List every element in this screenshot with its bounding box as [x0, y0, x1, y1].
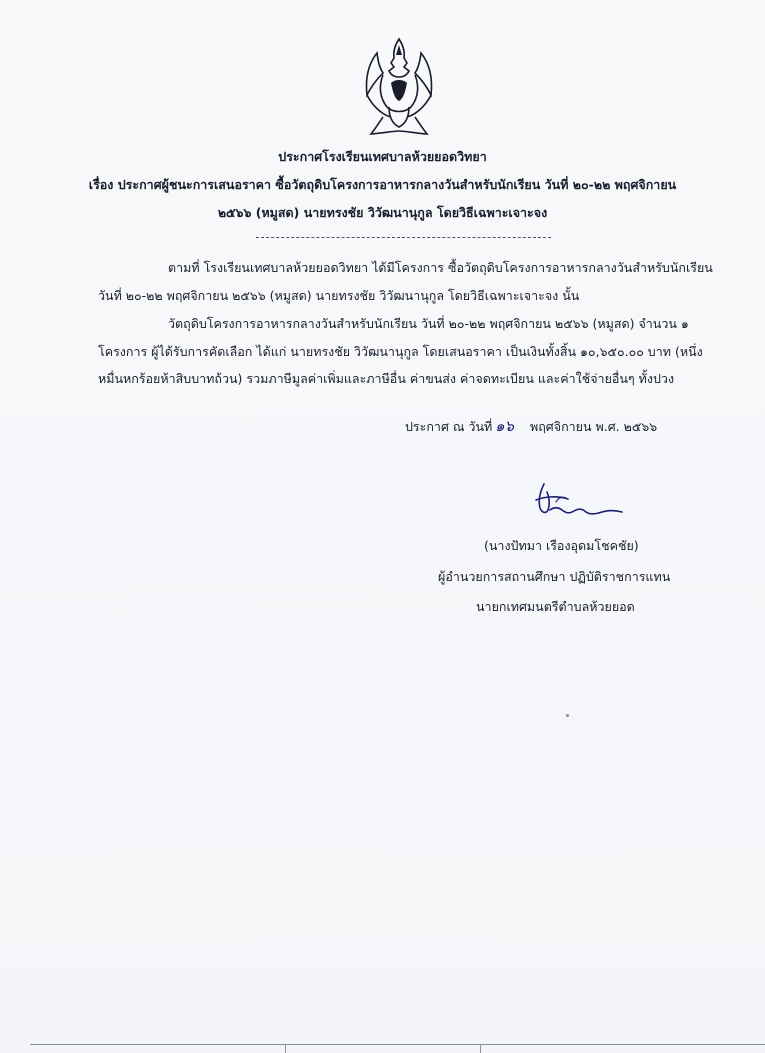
document-title: ประกาศโรงเรียนเทศบาลห้วยยอดวิทยา: [278, 149, 487, 164]
subject-line-1: เรื่อง ประกาศผู้ชนะการเสนอราคา ซื้อวัตถุดิบโครงการอาหารกลางวันสำหรับนักเรียน วันที่ ๒๐-๒๒ พฤศจิกายน: [88, 177, 677, 192]
signatory-position-2: นายกเทศมนตรีตำบลห้วยยอด: [476, 599, 635, 614]
paragraph-2-line-2: โครงการ ผู้ได้รับการคัดเลือก ได้แก่ นายทรงชัย วิวัฒนานุกูล โดยเสนอราคา เป็นเงินทั้งสิ้น ๑๐,๖๕๐.๐๐ บาท (หนึ่ง: [98, 344, 703, 359]
handwritten-signature-icon: [528, 480, 626, 530]
signatory-position-1: ผู้อำนวยการสถานศึกษา ปฏิบัติราชการแทน: [438, 569, 671, 584]
paragraph-2-line-3: หมื่นหกร้อยห้าสิบบาทถ้วน) รวมภาษีมูลค่าเพิ่มและภาษีอื่น ค่าขนส่ง ค่าจดทะเบียน และค่าใช้จ่ายอื่นๆ ทั้งปวง: [98, 371, 675, 386]
handwritten-day: ๑๖: [495, 417, 515, 435]
garuda-emblem-icon: [349, 35, 449, 141]
announcement-date-prefix: ประกาศ ณ วันที่: [405, 419, 493, 434]
bottom-frame-tick-right: [480, 1044, 481, 1053]
bottom-frame-rule: [30, 1044, 765, 1045]
signatory-name: (นางปัทมา เรืองอุดมโชคชัย): [484, 538, 639, 553]
bottom-frame-tick-left: [285, 1044, 286, 1053]
paragraph-1-line-2: วันที่ ๒๐-๒๒ พฤศจิกายน ๒๕๖๖ (หมูสด) นายทรงชัย วิวัฒนานุกูล โดยวิธีเฉพาะเจาะจง นั้น: [98, 288, 580, 303]
separator-line: [256, 237, 551, 238]
paragraph-1-line-1: ตามที่ โรงเรียนเทศบาลห้วยยอดวิทยา ได้มีโครงการ ซื้อวัตถุดิบโครงการอาหารกลางวันสำหรับนักเรียน: [168, 260, 713, 275]
paper-speck: [566, 714, 569, 717]
subject-line-2: ๒๕๖๖ (หมูสด) นายทรงชัย วิวัฒนานุกูล โดยวิธีเฉพาะเจาะจง: [217, 205, 548, 220]
paragraph-2-line-1: วัตถุดิบโครงการอาหารกลางวันสำหรับนักเรียน วันที่ ๒๐-๒๒ พฤศจิกายน ๒๕๖๖ (หมูสด) จำนวน ๑: [168, 316, 689, 331]
announcement-date-suffix: พฤศจิกายน พ.ศ. ๒๕๖๖: [530, 419, 658, 434]
